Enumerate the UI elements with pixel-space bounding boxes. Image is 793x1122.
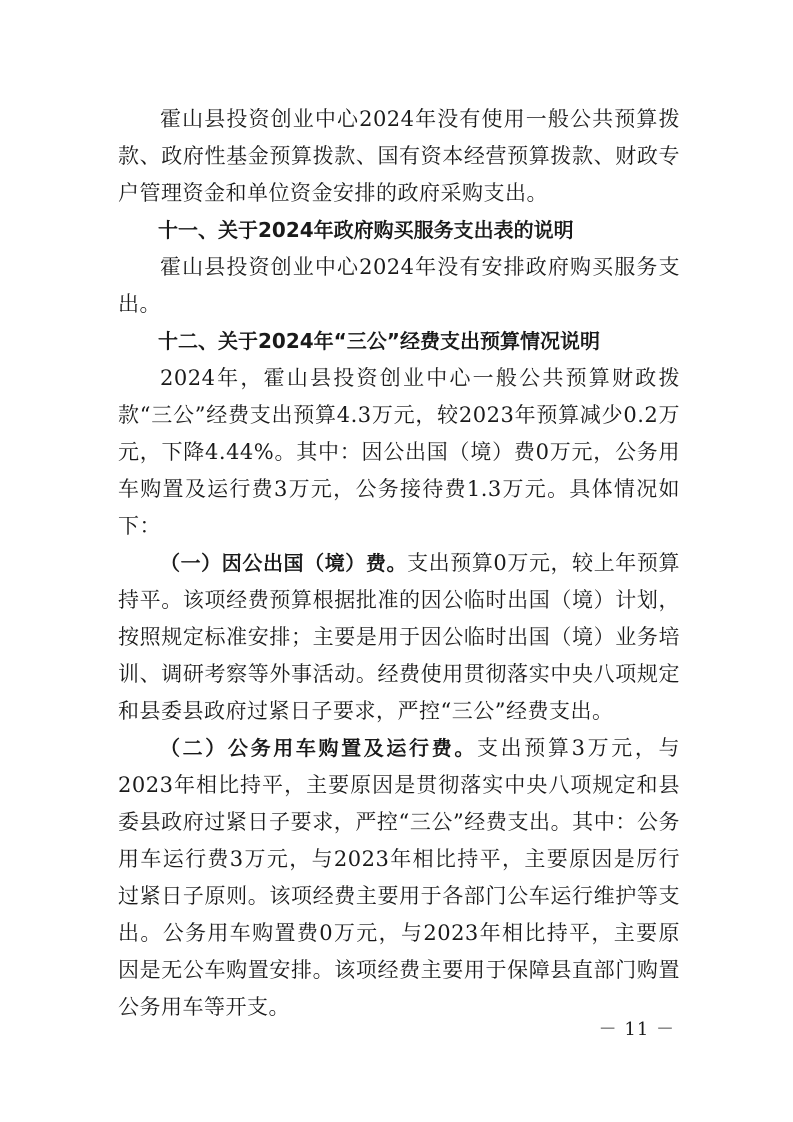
paragraph-three-public-summary: 2024年，霍山县投资创业中心一般公共预算财政拨款“三公”经费支出预算4.3万元，较2023年预算减少0.2万元，下降4.44%。其中：因公出国（境）费0万元，公务用车购置及运行费3万元，公务接待费1.3万元。具体情况如下： xyxy=(118,366,680,538)
paragraph-official-vehicles xyxy=(118,730,680,1026)
paragraph-lead-overseas: （一）因公出国（境）费。 xyxy=(160,551,408,575)
paragraph-service-purchase: 霍山县投资创业中心2024年没有安排政府购买服务支出。 xyxy=(118,255,680,316)
section-heading-11: 十一、关于2024年政府购买服务支出表的说明 xyxy=(158,218,574,242)
paragraph-body-vehicles: 支出预算3万元，与2023年相比持平，主要原因是贯彻落实中央八项规定和县委县政府过紧日子要求，严控“三公”经费支出。其中：公务用车运行费3万元，与2023年相比持平，主要原因是厉行过紧日子原则。该项经费主要用于各部门公车运行维护等支出。公务用车购置费0万元，与2023年相比持平，主要原因是无公车购置安排。该项经费主要用于保障县直部门购置公务用车等开支。 xyxy=(118,736,680,1019)
page-number: － 11 － xyxy=(598,1019,675,1040)
body-text xyxy=(118,101,680,1026)
paragraph-overseas-travel xyxy=(118,545,680,730)
section-heading-12: 十二、关于2024年“三公”经费支出预算情况说明 xyxy=(158,329,600,353)
paragraph-body-overseas: 支出预算0万元，较上年预算持平。该项经费预算根据批准的因公临时出国（境）计划，按照规定标准安排；主要是用于因公临时出国（境）业务培训、调研考察等外事活动。经费使用贯彻落实中央八项规定和县委县政府过紧日子要求，严控“三公”经费支出。 xyxy=(118,551,680,723)
paragraph-lead-vehicles: （二）公务用车购置及运行费。 xyxy=(160,736,477,760)
paragraph-procurement: 霍山县投资创业中心2024年没有使用一般公共预算拨款、政府性基金预算拨款、国有资本经营预算拨款、财政专户管理资金和单位资金安排的政府采购支出。 xyxy=(118,107,680,205)
